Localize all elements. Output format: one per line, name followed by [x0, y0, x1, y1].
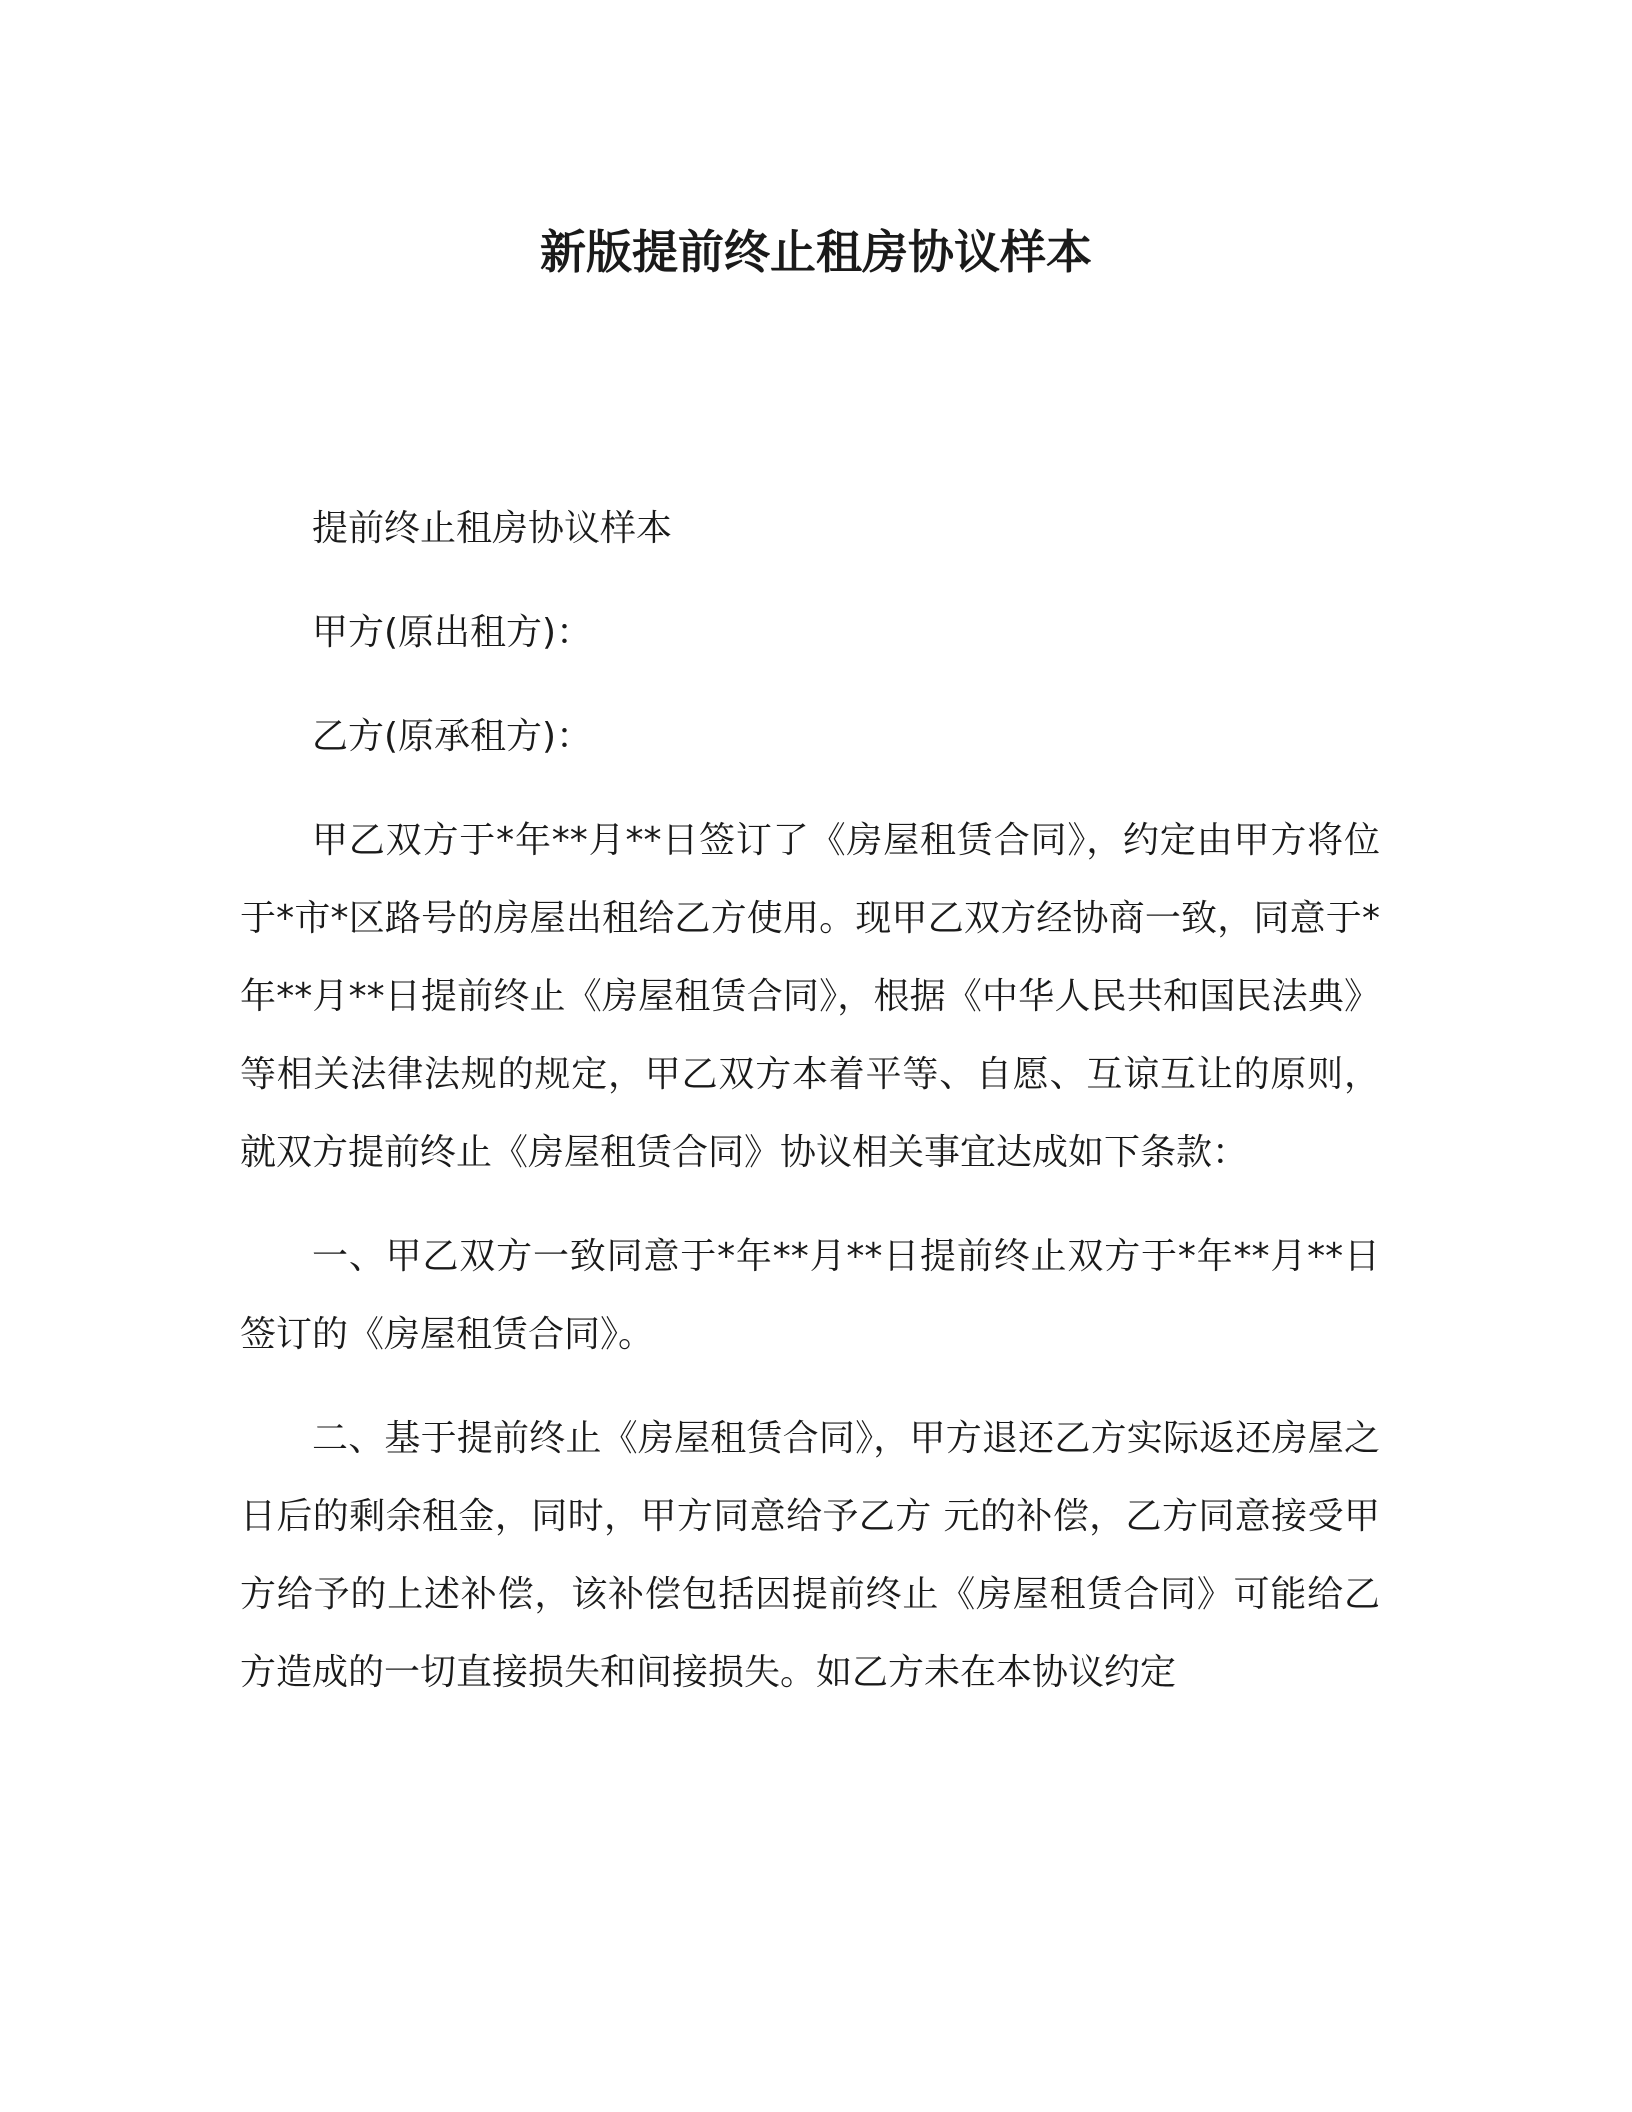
clause-two: 二、基于提前终止《房屋租赁合同》，甲方退还乙方实际返还房屋之日后的剩余租金，同时，甲方同意给予乙方 元的补偿，乙方同意接受甲方给予的上述补偿，该补偿包括因提前终止《房屋租赁合同》可能给乙方造成的一切直接损失和间接损失。如乙方未在本协议约定 [240, 1418, 1380, 1693]
intro-paragraph: 甲乙双方于*年**月**日签订了《房屋租赁合同》，约定由甲方将位于*市*区路号的房屋出租给乙方使用。现甲乙双方经协商一致，同意于*年**月**日提前终止《房屋租赁合同》，根据《中华人民共和国民法典》等相关法律法规的规定，甲乙双方本着平等、自愿、互谅互让的原则，就双方提前终止《房屋租赁合同》协议相关事宜达成如下条款： [240, 820, 1380, 1173]
party-a-line: 甲方(原出租方)： [312, 612, 593, 653]
document-subtitle: 提前终止租房协议样本 [312, 508, 673, 549]
document-body [240, 490, 1380, 1738]
document-title: 新版提前终止租房协议样本 [540, 225, 1092, 279]
party-b-line: 乙方(原承租方)： [312, 716, 593, 757]
clause-one: 一、甲乙双方一致同意于*年**月**日提前终止双方于*年**月**日签订的《房屋租赁合同》。 [240, 1236, 1380, 1355]
